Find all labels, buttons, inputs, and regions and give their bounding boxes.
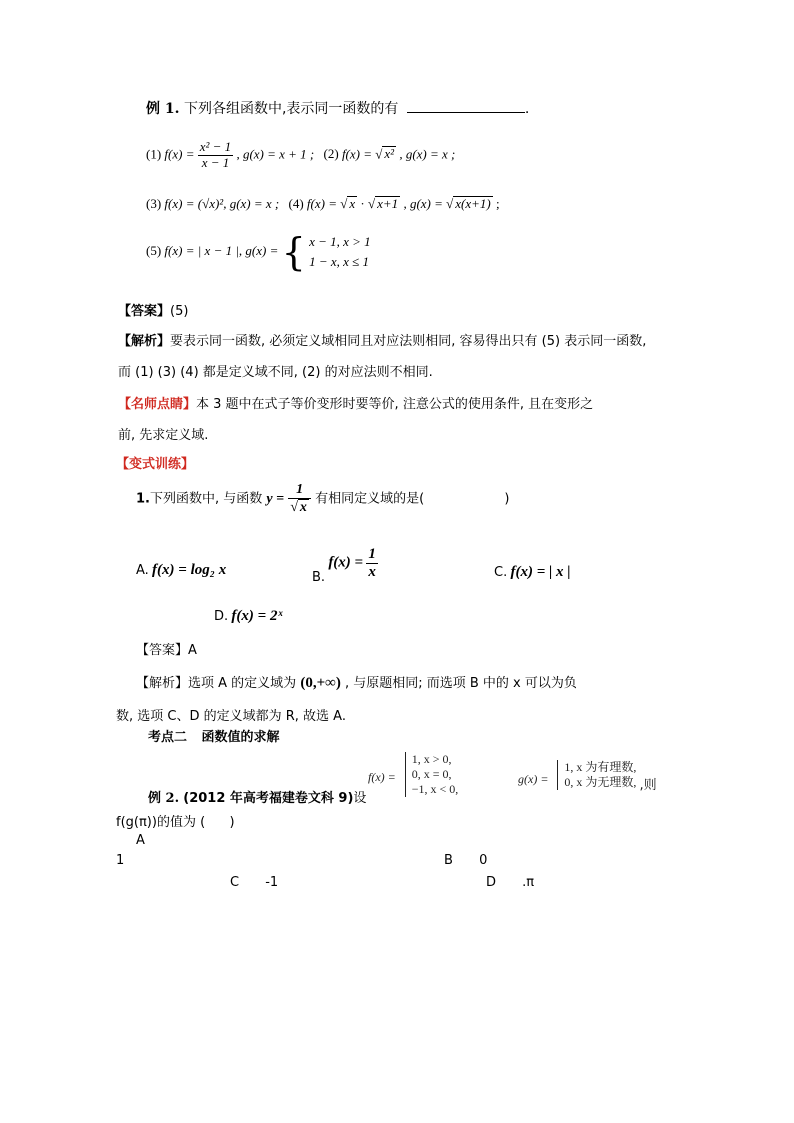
choice-a-value: 1 — [116, 853, 125, 868]
option-b-label: B. — [312, 569, 326, 585]
item-3-4: (3) f(x) = (√x)², g(x) = x ; (4) f(x) = √ x · √ x+1 , g(x) = √ x(x+1) ; — [146, 196, 500, 211]
piecewise-f-cases — [405, 752, 459, 797]
option-c — [494, 564, 571, 581]
option-d-formula: f(x) = 2ˣ — [231, 608, 283, 624]
variant-training-heading: 【变式训练】 — [116, 457, 195, 472]
piecewise-g-cases — [557, 760, 636, 790]
choice-d — [486, 875, 534, 890]
item-5-case-2: 1 − x, x ≤ 1 — [309, 254, 370, 269]
item-2-g: , g(x) = x ; — [399, 146, 456, 162]
item-2-f-lhs: f(x) = — [341, 146, 372, 162]
item-1-numerator: x² − 1 — [199, 139, 232, 154]
option-b — [312, 546, 378, 585]
example1-label: 例 1. — [146, 101, 180, 117]
item-4-f-lhs: f(x) = — [306, 196, 337, 211]
variant-question-close: ) — [504, 491, 510, 507]
variant-y-fraction — [288, 482, 311, 516]
piecewise-g — [518, 760, 657, 793]
teacher-tip-tag: 【名师点睛】 — [118, 397, 197, 412]
option-b-numerator: 1 — [366, 546, 378, 564]
item-4-end: ; — [496, 196, 500, 211]
example1-stem — [146, 98, 529, 118]
teacher-tip-text: 本 3 题中在式子等价变形时要等价, 注意公式的使用条件, 且在变形之 — [196, 397, 594, 412]
variant-y-radicand: x — [299, 500, 307, 516]
answer-tag: 【答案】 — [118, 304, 171, 319]
example1-analysis-line1 — [118, 330, 646, 349]
choice-c-label: C — [230, 875, 240, 890]
example2-question — [116, 811, 235, 830]
choice-d-label: D — [486, 875, 497, 890]
item-5 — [146, 232, 371, 272]
variant-analysis-interval: (0,+∞) — [300, 675, 341, 691]
variant-y-numerator: 1 — [288, 482, 311, 499]
example2-question-text: f(g(π))的值为 ( — [116, 815, 206, 830]
choice-d-value: .π — [522, 875, 535, 890]
item-3-label: (3) — [146, 196, 162, 211]
piecewise-f-case-1: 1, x > 0, — [411, 752, 452, 766]
piecewise-f-case-3: −1, x < 0, — [411, 782, 459, 796]
option-b-fraction — [366, 546, 378, 582]
choice-a-label: A — [136, 833, 145, 848]
choice-b — [444, 853, 487, 868]
item-4-label: (4) — [288, 196, 304, 211]
item-1-f-lhs: f(x) = — [164, 146, 195, 162]
item-3-formula: f(x) = (√x)², g(x) = x ; — [164, 196, 280, 211]
item-1-fraction — [198, 140, 233, 171]
teacher-tip-line1 — [118, 393, 593, 412]
variant-answer-tag: 【答案】 — [136, 643, 189, 658]
option-a-formula: f(x) = log₂ x — [152, 562, 227, 578]
choice-c — [230, 875, 278, 890]
blank-suffix: . — [524, 101, 530, 117]
piecewise-f-lhs: f(x) = — [368, 770, 396, 784]
item-4-radicand-2: x+1 — [377, 196, 399, 211]
item-4-dot: · — [360, 196, 365, 211]
teacher-tip-line2: 前, 先求定义域. — [118, 428, 209, 443]
item-4-radicand-1: x — [349, 196, 356, 211]
piecewise-g-lhs: g(x) = — [518, 772, 549, 786]
variant-analysis-text-1a: 选项 A 的定义域为 — [188, 676, 297, 691]
answer-value: (5) — [170, 304, 189, 319]
item-5-brace: { — [281, 230, 306, 274]
variant-question-text-1: 下列函数中, 与函数 — [149, 491, 263, 507]
item-5-case-1: x − 1, x > 1 — [309, 234, 371, 249]
choice-b-label: B — [444, 853, 453, 868]
item-5-label: (5) — [146, 242, 162, 258]
item-1-g: , g(x) = x + 1 ; — [236, 146, 315, 162]
variant-y-denominator: √ x — [290, 500, 307, 516]
item-4-g-lhs: , g(x) = — [403, 196, 443, 211]
item-1-denominator: x − 1 — [201, 154, 230, 170]
option-c-label: C. — [494, 565, 508, 580]
piecewise-f-case-2: 0, x = 0, — [411, 767, 452, 781]
section-title: 函数值的求解 — [201, 730, 280, 745]
section-label: 考点二 — [148, 730, 188, 745]
item-4-g-radicand: x(x+1) — [455, 196, 491, 211]
example1-answer — [118, 300, 188, 319]
variant-question — [136, 482, 510, 516]
example2-set: 设 — [353, 791, 367, 806]
variant-y-lhs: y = — [266, 491, 285, 507]
variant-answer — [136, 639, 197, 658]
variant-answer-value: A — [188, 643, 197, 658]
variant-analysis-text-1b: , 与原题相同; 而选项 B 中的 x 可以为负 — [344, 676, 577, 691]
piecewise-f — [368, 752, 458, 797]
example2-stem — [148, 787, 366, 806]
item-5-formula: f(x) = | x − 1 |, g(x) = — [164, 242, 279, 258]
variant-analysis-tag: 【解析】 — [136, 676, 189, 691]
item-2-radicand: x² — [384, 146, 395, 162]
item-1: (1) f(x) = $\frac{\text{x² − 1}}{x - 1}$ , g(x) = x + 1 ; (2) f(x) = √ x² , g(x) = x ; — [146, 139, 456, 170]
option-d — [214, 608, 283, 625]
option-a — [136, 562, 226, 579]
variant-question-number: 1. — [136, 491, 150, 507]
answer-blank — [407, 112, 525, 113]
option-b-lhs: f(x) = — [328, 554, 364, 571]
example1-question: 下列各组函数中,表示同一函数的有 — [183, 101, 399, 117]
example2-source: (2012 年高考福建卷文科 9) — [183, 791, 354, 806]
option-d-label: D. — [214, 609, 229, 624]
example2-then: ,则 — [639, 778, 657, 793]
variant-analysis-line1 — [136, 672, 577, 692]
example2-question-close: ) — [229, 815, 235, 830]
item-1-label: (1) — [146, 146, 162, 162]
choice-c-value: -1 — [265, 875, 279, 890]
item-5-cases — [309, 232, 371, 272]
piecewise-g-case-2: 0, x 为无理数, — [564, 775, 637, 789]
option-a-label: A. — [136, 563, 149, 578]
variant-analysis-line2: 数, 选项 C、D 的定义域都为 R, 故选 A. — [116, 709, 346, 724]
choice-b-value: 0 — [479, 853, 488, 868]
piecewise-g-case-1: 1, x 为有理数, — [564, 760, 637, 774]
item-2-label: (2) — [323, 146, 339, 162]
option-b-denominator: x — [368, 564, 376, 581]
variant-question-text-2: 有相同定义域的是( — [315, 491, 425, 507]
option-c-formula: f(x) = | x | — [510, 564, 571, 580]
section-heading — [148, 726, 280, 745]
analysis-text-1: 要表示同一函数, 必须定义域相同且对应法则相同, 容易得出只有 (5) 表示同一函数, — [170, 334, 647, 349]
example1-analysis-line2: 而 (1) (3) (4) 都是定义域不同, (2) 的对应法则不相同. — [118, 365, 433, 380]
example2-label: 例 2. — [148, 791, 180, 806]
analysis-tag: 【解析】 — [118, 334, 171, 349]
